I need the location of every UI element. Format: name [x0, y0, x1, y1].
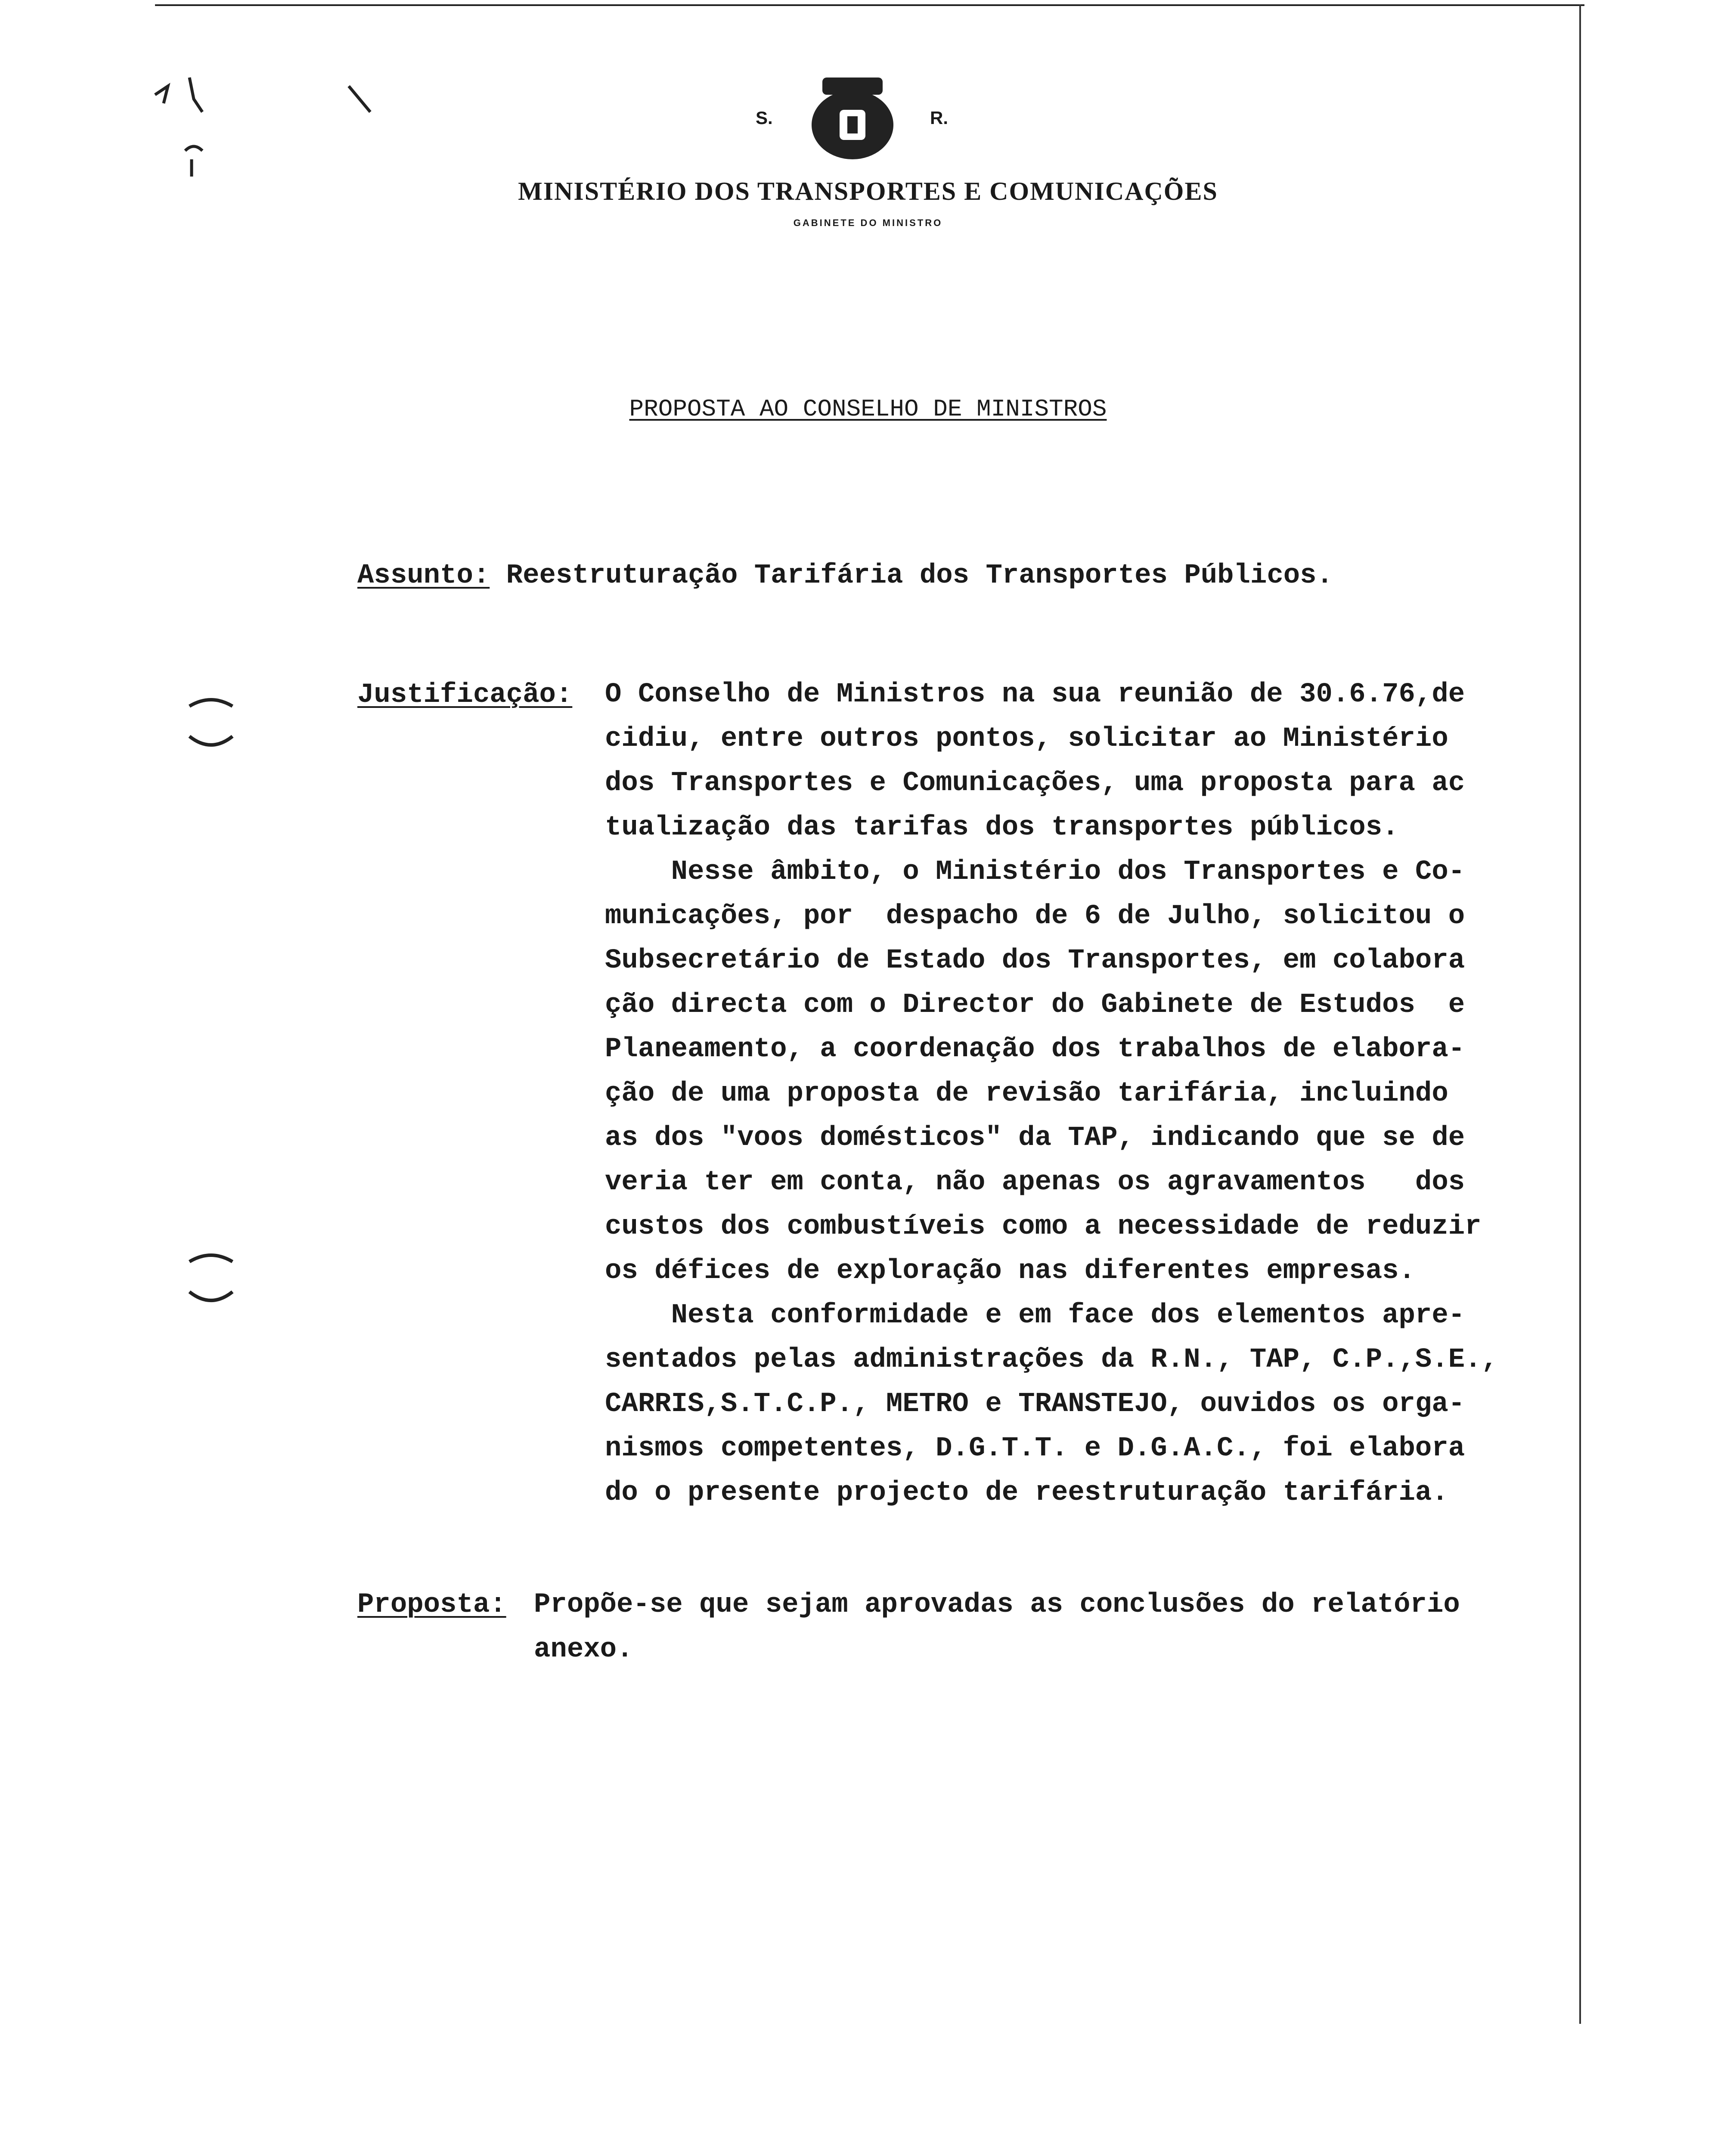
text-line: Nesta conformidade e em face dos elementos apre- — [605, 1300, 1465, 1331]
ministry-name: MINISTÉRIO DOS TRANSPORTES E COMUNICAÇÕES — [518, 177, 1218, 205]
justification-label-row — [357, 673, 572, 717]
emblem-letter-right: R. — [930, 108, 948, 128]
text-line: municações, por despacho de 6 de Julho, solicitou o — [605, 901, 1465, 932]
text-line: Nesse âmbito, o Ministério dos Transportes e Co- — [605, 856, 1465, 887]
text-line: Propõe-se que sejam aprovadas as conclusões do relatório — [534, 1589, 1460, 1620]
emblem-letter-left: S. — [756, 108, 773, 128]
proposal-body — [534, 1582, 1460, 1672]
text-line: anexo. — [534, 1634, 633, 1665]
text-line: as dos "voos domésticos" da TAP, indicando que se de — [605, 1123, 1465, 1154]
justification-label: Justificação: — [357, 679, 573, 710]
text-line: sentados pelas administrações da R.N., TAP, C.P.,S.E., — [605, 1344, 1498, 1375]
right-border-line — [1579, 4, 1581, 2024]
cabinet-subtitle: GABINETE DO MINISTRO — [793, 217, 943, 228]
text-line: ção de uma proposta de revisão tarifária, incluindo — [605, 1078, 1448, 1109]
punch-hole-mark-bottom — [181, 1249, 241, 1309]
text-line: CARRIS,S.T.C.P., METRO e TRANSTEJO, ouvidos os orga- — [605, 1389, 1465, 1420]
text-line: do o presente projecto de reestruturação tarifária. — [605, 1477, 1448, 1508]
text-line: ção directa com o Director do Gabinete de Estudos e — [605, 990, 1465, 1021]
text-line: veria ter em conta, não apenas os agravamentos dos — [605, 1167, 1465, 1198]
text-line: custos dos combustíveis como a necessidade de reduzir — [605, 1211, 1482, 1242]
proposal-label-row — [357, 1582, 506, 1627]
proposal-label: Proposta: — [357, 1589, 506, 1620]
margin-tick-mark — [344, 82, 379, 121]
subject-text: Reestruturação Tarifária dos Transportes Públicos. — [506, 560, 1333, 591]
text-line: tualização das tarifas dos transportes públicos. — [605, 812, 1399, 843]
coat-of-arms-emblem — [797, 73, 908, 168]
justification-body — [605, 673, 1498, 1515]
text-line: Planeamento, a coordenação dos trabalhos de elabora- — [605, 1034, 1465, 1065]
text-line: Subsecretário de Estado dos Transportes, em colabora — [605, 945, 1465, 976]
text-line: dos Transportes e Comunicações, uma proposta para ac — [605, 768, 1465, 799]
document-title: PROPOSTA AO CONSELHO DE MINISTROS — [629, 395, 1107, 423]
punch-hole-mark-top — [181, 693, 241, 754]
text-line: O Conselho de Ministros na sua reunião de 30.6.76,de — [605, 679, 1465, 710]
subject-label: Assunto: — [357, 560, 490, 591]
top-border-line — [155, 4, 1584, 6]
text-line: nismos competentes, D.G.T.T. e D.G.A.C., foi elabora — [605, 1433, 1465, 1464]
margin-scribble-mark — [138, 65, 250, 194]
subject-row — [357, 553, 1333, 598]
text-line: cidiu, entre outros pontos, solicitar ao Ministério — [605, 723, 1448, 754]
text-line: os défices de exploração nas diferentes empresas. — [605, 1256, 1415, 1287]
